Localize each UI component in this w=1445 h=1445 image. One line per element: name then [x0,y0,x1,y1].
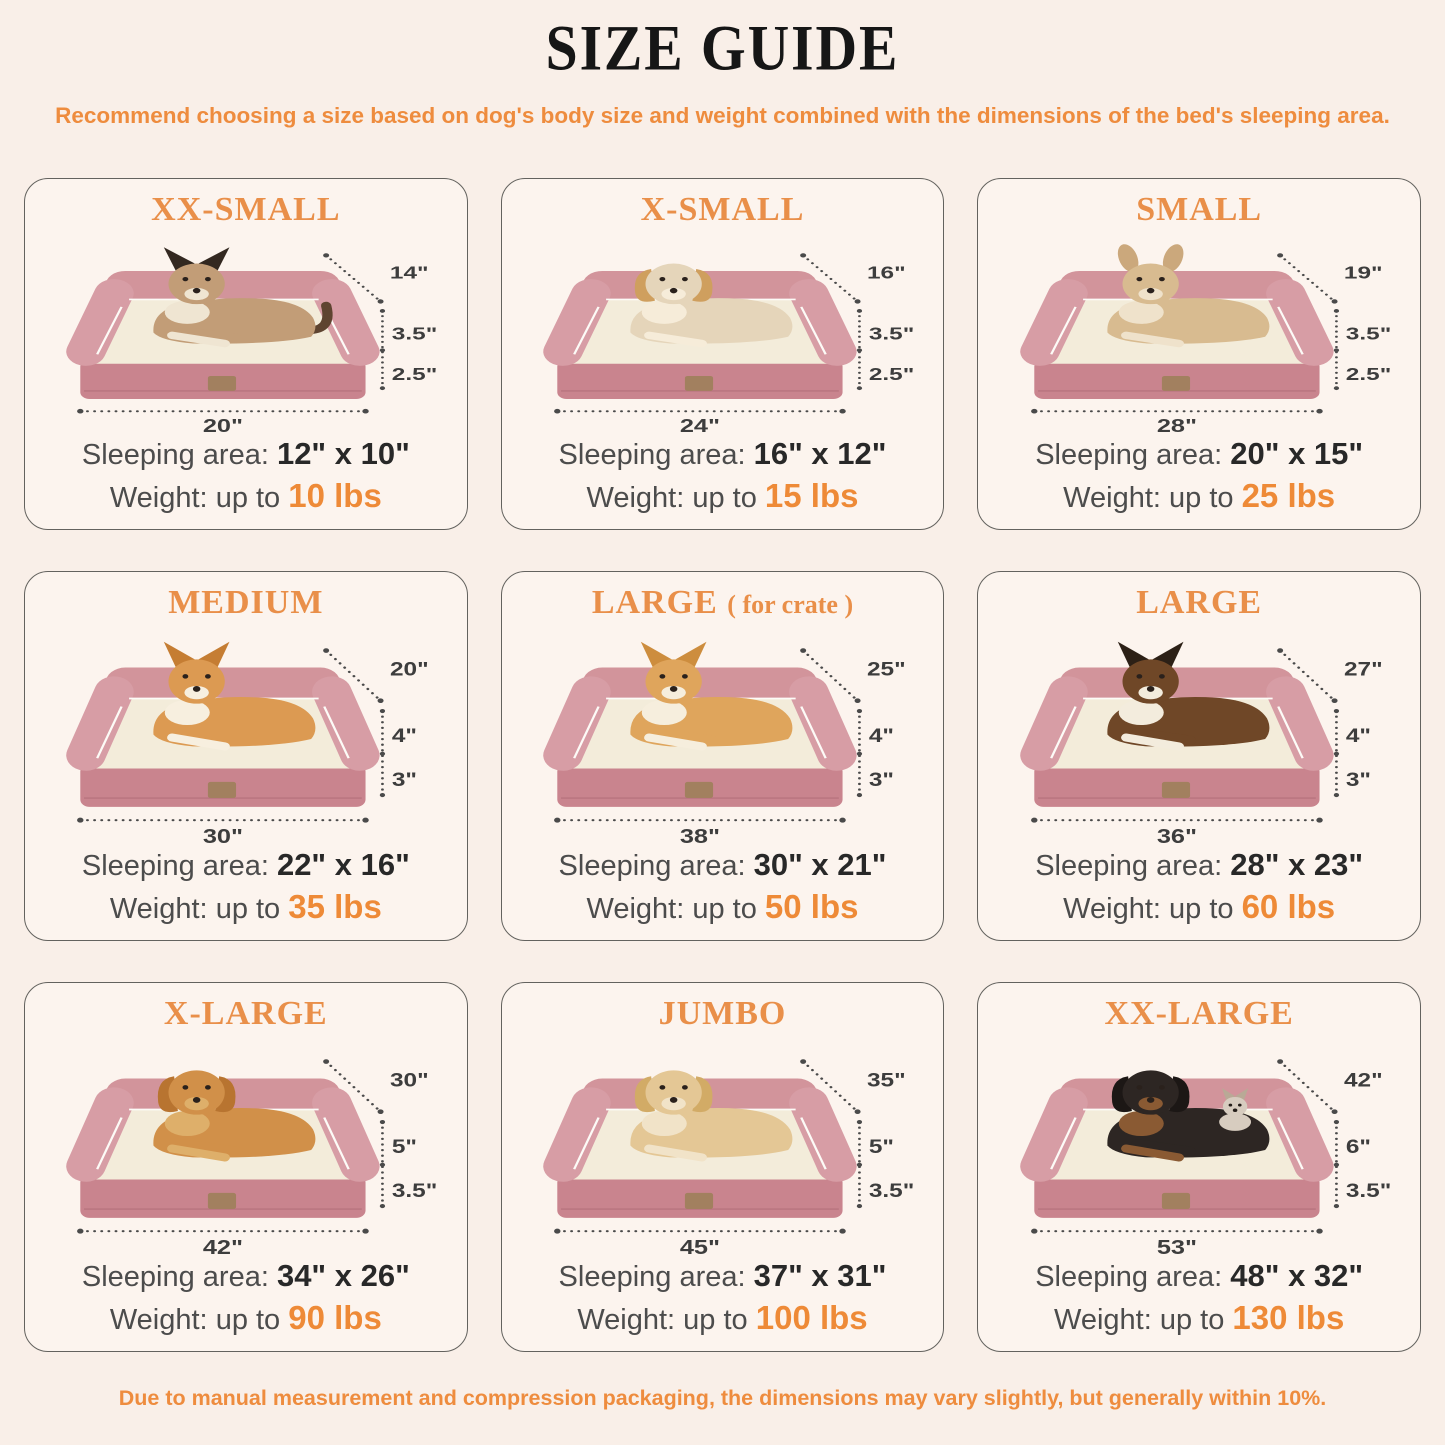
bolster-height-dimension-label: 4" [392,724,418,747]
weight-up-to: up to [1169,481,1234,514]
base-height-dimension-label: 2.5" [868,364,915,385]
sleeping-area-line [559,846,887,884]
weight-up-to: up to [683,1303,748,1336]
size-title [151,191,340,229]
bed-diagram [993,624,1406,845]
sleeping-area-value: 28" x 23" [1230,847,1364,883]
size-title-label: XX-LARGE [1104,995,1294,1032]
depth-dimension-label: 20" [390,658,430,680]
width-dimension-label: 30" [203,824,244,846]
weight-value: 10 lbs [288,476,382,514]
size-title-label: LARGE [1136,584,1263,621]
page-subtitle: Recommend choosing a size based on dog's body size and weight combined with the dimensions of the bed's sleeping area. [55,103,1390,128]
weight-line [577,1298,867,1338]
weight-line [587,887,859,927]
footer-note: Due to manual measurement and compression packaging, the dimensions may vary slightly, but generally within 10%. [118,1386,1327,1410]
base-height-dimension-label: 3.5" [1345,1179,1392,1202]
bolster-height-dimension-label: 6" [1345,1135,1371,1158]
size-card [24,571,468,941]
sleeping-area-label: Sleeping area: [1035,1261,1223,1294]
bed-diagram [39,1035,452,1256]
depth-dimension-label: 35" [867,1069,906,1091]
bed-figure [993,624,1406,845]
header [0,0,1445,129]
weight-label: Weight: [1063,892,1161,925]
sleeping-area-line [82,1257,410,1295]
bolster-height-dimension-label: 4" [868,724,895,747]
size-title-label: JUMBO [658,995,787,1032]
weight-label: Weight: [586,892,685,925]
size-title-label: SMALL [1136,191,1263,228]
sleeping-area-label: Sleeping area: [1035,850,1223,883]
weight-value: 50 lbs [764,887,859,925]
weight-up-to: up to [215,481,281,514]
depth-dimension-label: 14" [390,262,430,283]
bed-diagram [993,231,1406,434]
width-dimension-label: 36" [1156,824,1197,846]
size-title-label: X-SMALL [640,191,805,228]
size-card [977,178,1421,530]
page-title: SIZE GUIDE [545,12,900,84]
bed-figure [516,231,929,434]
size-title [1104,995,1293,1033]
depth-dimension-label: 16" [867,262,906,283]
size-title-label: X-LARGE [163,995,328,1032]
base-height-dimension-label: 3" [1345,768,1371,791]
weight-line [110,887,382,927]
base-height-dimension-label: 3.5" [868,1179,915,1202]
sleeping-area-label: Sleeping area: [558,439,746,472]
weight-line [1063,887,1335,927]
size-title [164,995,328,1033]
weight-value: 15 lbs [764,476,859,514]
bed-figure [993,231,1406,434]
bolster-height-dimension-label: 4" [1345,724,1371,747]
width-dimension-label: 42" [203,1235,244,1257]
bed-figure [516,624,929,845]
weight-value: 35 lbs [288,887,382,925]
width-dimension-label: 38" [679,824,721,846]
sleeping-area-line [1035,435,1363,473]
size-title-label: MEDIUM [168,584,324,621]
bolster-height-dimension-label: 5" [392,1135,418,1158]
bolster-height-dimension-label: 3.5" [868,323,915,344]
size-card [977,571,1421,941]
bed-diagram [39,624,452,845]
sleeping-area-label: Sleeping area: [81,850,269,883]
weight-line [1063,476,1335,516]
weight-value: 25 lbs [1241,476,1336,514]
bolster-height-dimension-label: 3.5" [1345,323,1392,344]
weight-label: Weight: [577,1303,676,1336]
depth-dimension-label: 42" [1343,1069,1383,1091]
sleeping-area-label: Sleeping area: [1035,439,1223,472]
depth-dimension-label: 19" [1343,262,1383,283]
weight-up-to: up to [692,481,757,514]
bed-diagram [993,1035,1406,1256]
bed-figure [39,624,452,845]
size-title [659,995,787,1033]
footer [0,1386,1445,1411]
size-card [24,982,468,1352]
base-height-dimension-label: 3" [868,768,895,791]
weight-line [1054,1298,1344,1338]
width-dimension-label: 28" [1156,415,1197,435]
weight-line [110,1298,382,1338]
bed-diagram [516,231,929,434]
sleeping-area-line [82,846,410,884]
size-card [501,571,945,941]
size-card-grid [24,178,1421,1352]
sleeping-area-line [1035,1257,1363,1295]
width-dimension-label: 20" [203,415,244,435]
weight-value: 130 lbs [1232,1298,1345,1336]
weight-line [110,476,382,516]
bed-figure [516,1035,929,1256]
depth-dimension-label: 27" [1343,658,1383,680]
sleeping-area-value: 20" x 15" [1230,436,1364,472]
weight-up-to: up to [215,892,281,925]
bed-diagram [516,624,929,845]
bed-diagram [39,231,452,434]
weight-up-to: up to [1169,892,1234,925]
width-dimension-label: 53" [1156,1235,1197,1257]
weight-label: Weight: [109,892,208,925]
sleeping-area-line [559,435,887,473]
depth-dimension-label: 30" [390,1069,430,1091]
size-title-label: XX-SMALL [151,191,341,228]
base-height-dimension-label: 2.5" [392,364,438,385]
weight-label: Weight: [1053,1303,1152,1336]
size-title [168,584,323,622]
weight-label: Weight: [109,1303,208,1336]
sleeping-area-value: 30" x 21" [753,847,887,883]
sleeping-area-value: 16" x 12" [753,436,887,472]
size-title-label: LARGE [591,584,718,621]
size-title [641,191,805,229]
weight-value: 100 lbs [755,1298,868,1336]
sleeping-area-value: 22" x 16" [276,847,410,883]
weight-up-to: up to [1159,1303,1225,1336]
base-height-dimension-label: 3.5" [392,1179,438,1202]
weight-up-to: up to [692,892,757,925]
bolster-height-dimension-label: 3.5" [392,323,438,344]
depth-dimension-label: 25" [867,658,906,680]
bed-figure [993,1035,1406,1256]
bed-figure [39,231,452,434]
size-title [592,584,853,622]
base-height-dimension-label: 3" [392,768,418,791]
sleeping-area-line [559,1257,887,1295]
size-title-note: ( for crate ) [727,590,854,619]
sleeping-area-value: 37" x 31" [753,1258,887,1294]
weight-label: Weight: [1063,481,1161,514]
sleeping-area-label: Sleeping area: [81,439,269,472]
sleeping-area-label: Sleeping area: [558,850,746,883]
sleeping-area-label: Sleeping area: [81,1261,269,1294]
weight-line [587,476,859,516]
sleeping-area-value: 34" x 26" [276,1258,410,1294]
size-card [977,982,1421,1352]
sleeping-area-value: 48" x 32" [1230,1258,1364,1294]
weight-label: Weight: [109,481,208,514]
sleeping-area-value: 12" x 10" [276,436,410,472]
weight-label: Weight: [586,481,685,514]
sleeping-area-label: Sleeping area: [558,1261,746,1294]
weight-value: 60 lbs [1241,887,1336,925]
weight-value: 90 lbs [288,1298,382,1336]
base-height-dimension-label: 2.5" [1345,364,1392,385]
size-card [501,982,945,1352]
weight-up-to: up to [215,1303,281,1336]
bed-diagram [516,1035,929,1256]
size-card [501,178,945,530]
size-title [1136,584,1262,622]
size-card [24,178,468,530]
bed-figure [39,1035,452,1256]
bolster-height-dimension-label: 5" [868,1135,895,1158]
sleeping-area-line [82,435,410,473]
size-title [1136,191,1262,229]
sleeping-area-line [1035,846,1363,884]
width-dimension-label: 24" [679,415,721,435]
width-dimension-label: 45" [679,1235,721,1257]
